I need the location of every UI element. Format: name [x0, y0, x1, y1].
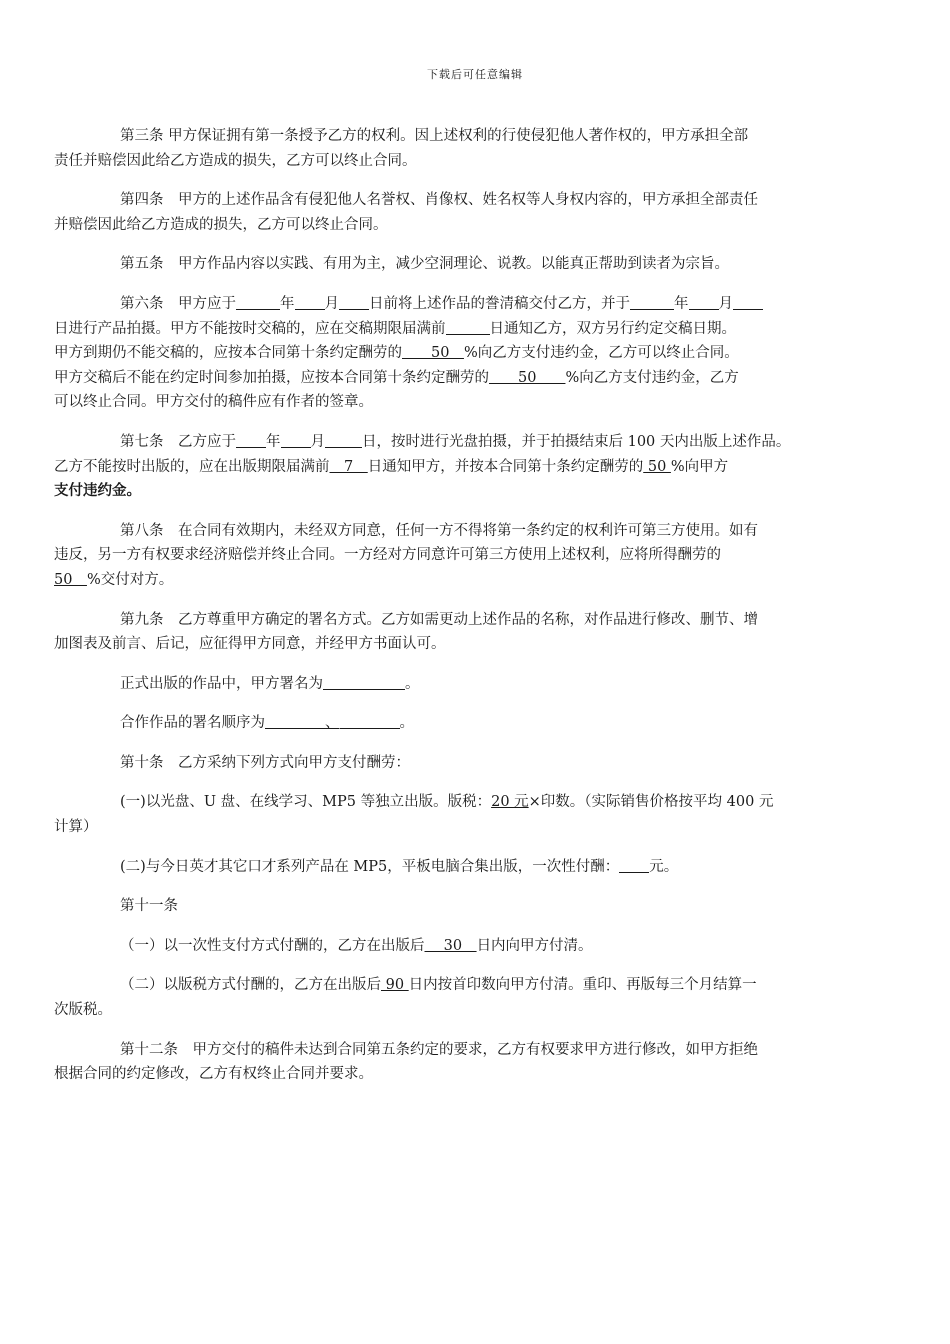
article-12-line-2: 根据合同的约定修改，乙方有权终止合同并要求。	[54, 1066, 373, 1083]
delivery-day-blank	[339, 295, 369, 310]
article-6-text: 日通知乙方，双方另行约定交稿日期。	[489, 320, 736, 337]
article-6-line-2	[54, 317, 863, 342]
article-7	[54, 430, 863, 504]
signature-order-line	[87, 711, 863, 736]
item-1-text: ×印数。（实际销售价格按平均 400 元	[528, 794, 774, 811]
penalty-percent-value: 50	[402, 345, 464, 362]
delivery-month-blank	[295, 295, 325, 310]
royalty-days-value: 90	[381, 977, 409, 994]
article-6-text: 日前将上述作品的誊清稿交付乙方，并于	[369, 295, 630, 312]
payment-term-2-line-2: 次版税。	[54, 1002, 112, 1019]
article-12	[54, 1038, 863, 1087]
payment-term-1-line	[87, 934, 863, 959]
contract-body	[54, 124, 863, 1102]
article-8-line-3	[54, 568, 863, 593]
payment-term-2	[54, 973, 863, 1022]
article-5	[87, 252, 863, 277]
article-8	[54, 519, 863, 593]
article-7-text: 第七条 乙方应于	[120, 433, 236, 450]
payment-item-1-line-1	[87, 790, 863, 815]
article-3	[54, 124, 863, 173]
article-4-line-2: 并赔偿因此给乙方造成的损失，乙方可以终止合同。	[54, 216, 388, 233]
article-6-line-4	[54, 366, 863, 391]
year-label: 年	[266, 433, 281, 450]
notice-days-blank	[446, 320, 490, 335]
term-1-text: 日内向甲方付清。	[476, 937, 593, 954]
signature-order-clause	[87, 711, 863, 736]
payment-days-value: 30	[424, 937, 477, 954]
order-separator: 、	[325, 715, 340, 732]
article-11-title: 第十一条	[120, 898, 178, 915]
signature-name-blank	[323, 675, 405, 690]
year-label: 年	[280, 295, 295, 312]
shoot-month-blank	[689, 295, 719, 310]
article-3-line-2: 责任并赔偿因此给乙方造成的损失，乙方可以终止合同。	[54, 152, 417, 169]
article-9-line-2: 加图表及前言、后记，应征得甲方同意，并经甲方书面认可。	[54, 636, 446, 653]
lump-sum-blank	[619, 858, 649, 873]
article-7-text: 乙方不能按时出版的，应在出版期限届满前	[54, 458, 330, 475]
delivery-year-blank	[236, 295, 280, 310]
article-4-line-1: 第四条 甲方的上述作品含有侵犯他人名誉权、肖像权、姓名权等人身权内容的，甲方承担全部责任	[120, 192, 758, 209]
article-6-text: %向乙方支付违约金，乙方可以终止合同。	[463, 345, 739, 362]
payment-item-2-line-1	[87, 855, 863, 880]
article-7-text: 日通知甲方，并按本合同第十条约定酬劳的	[367, 458, 644, 475]
royalty-value: 20 元	[491, 794, 529, 811]
article-7-text: 日，按时进行光盘拍摄，并于拍摄结束后 100 天内出版上述作品。	[362, 433, 791, 450]
share-percent-value: 50	[54, 571, 87, 588]
filming-month-blank	[281, 433, 311, 448]
article-6-text: %向乙方支付违约金，乙方	[565, 369, 739, 386]
article-9-line-1: 第九条 乙方尊重甲方确定的署名方式。乙方如需更动上述作品的名称，对作品进行修改、删节、增	[120, 611, 758, 628]
article-6-line-3	[54, 341, 863, 366]
article-6-text: 第六条 甲方应于	[120, 295, 236, 312]
payment-item-1	[54, 790, 863, 839]
article-4	[54, 188, 863, 237]
notice-days-value: 7	[329, 458, 368, 475]
article-7-line-2	[54, 455, 863, 480]
term-2-text: 日内按首印数向甲方付清。重印、再版每三个月结算一	[408, 977, 757, 994]
payment-item-1-line-2: 计算）	[54, 819, 98, 836]
shoot-day-blank	[733, 295, 763, 310]
month-label: 月	[718, 295, 733, 312]
order-text: 合作作品的署名顺序为	[120, 715, 265, 732]
article-11	[87, 894, 863, 919]
signature-line	[87, 672, 863, 697]
shoot-penalty-percent-value: 50	[489, 369, 566, 386]
article-3-line-1: 第三条 甲方保证拥有第一条授予乙方的权利。因上述权利的行使侵犯他人著作权的，甲方承担全部	[120, 128, 749, 144]
penalty-percent-value: 50	[643, 458, 671, 475]
article-9	[54, 608, 863, 657]
article-10	[87, 751, 863, 776]
article-7-line-1	[87, 430, 863, 455]
year-label: 年	[674, 295, 689, 312]
payment-term-1	[87, 934, 863, 959]
shoot-year-blank	[630, 295, 674, 310]
article-6-text: 甲方交稿后不能在约定时间参加拍摄，应按本合同第十条约定酬劳的	[54, 369, 489, 386]
signature-clause	[87, 672, 863, 697]
article-6	[54, 292, 863, 415]
article-10-line-1: 第十条 乙方采纳下列方式向甲方支付酬劳：	[120, 754, 410, 771]
item-2-text: 元。	[649, 858, 679, 875]
order-text: 。	[399, 715, 414, 732]
article-8-line-2: 违反，另一方有权要求经济赔偿并终止合同。一方经对方同意许可第三方使用上述权利，应将所得酬劳的	[54, 547, 721, 564]
filming-year-blank	[236, 433, 266, 448]
first-author-blank	[265, 714, 325, 729]
month-label: 月	[324, 295, 339, 312]
article-6-text: 日进行产品拍摄。甲方不能按时交稿的，应在交稿期限届满前	[54, 320, 446, 337]
signature-text: 。	[405, 675, 420, 692]
payment-item-2	[87, 855, 863, 880]
item-2-text: (二)与今日英才其它口才系列产品在 MP5，平板电脑合集出版，一次性付酬：	[120, 858, 620, 875]
item-1-text: (一)以光盘、U 盘、在线学习、MP5 等独立出版。版税：	[120, 794, 492, 811]
term-2-text: （二）以版税方式付酬的，乙方在出版后	[120, 977, 381, 994]
payment-term-2-line-1	[87, 973, 863, 998]
article-6-line-5: 可以终止合同。甲方交付的稿件应有作者的签章。	[54, 394, 373, 411]
signature-text: 正式出版的作品中，甲方署名为	[120, 675, 323, 692]
month-label: 月	[310, 433, 325, 450]
article-8-line-1: 第八条 在合同有效期内，未经双方同意，任何一方不得将第一条约定的权利许可第三方使用。如有	[120, 522, 758, 539]
term-1-text: （一）以一次性支付方式付酬的，乙方在出版后	[120, 937, 425, 954]
article-8-text: %交付对方。	[86, 571, 174, 588]
article-5-line-1: 第五条 甲方作品内容以实践、有用为主，减少空洞理论、说教。以能真正帮助到读者为宗旨。	[120, 256, 729, 273]
article-6-line-1	[87, 292, 863, 317]
article-7-text: %向甲方	[670, 458, 729, 475]
article-6-text: 甲方到期仍不能交稿的，应按本合同第十条约定酬劳的	[54, 345, 402, 362]
article-12-line-1: 第十二条 甲方交付的稿件未达到合同第五条约定的要求，乙方有权要求甲方进行修改，如甲方拒绝	[120, 1041, 758, 1058]
page-header: 下载后可任意编辑	[427, 68, 523, 81]
filming-day-blank	[325, 433, 362, 448]
second-author-blank	[340, 714, 400, 729]
article-7-line-3: 支付违约金。	[54, 482, 141, 500]
